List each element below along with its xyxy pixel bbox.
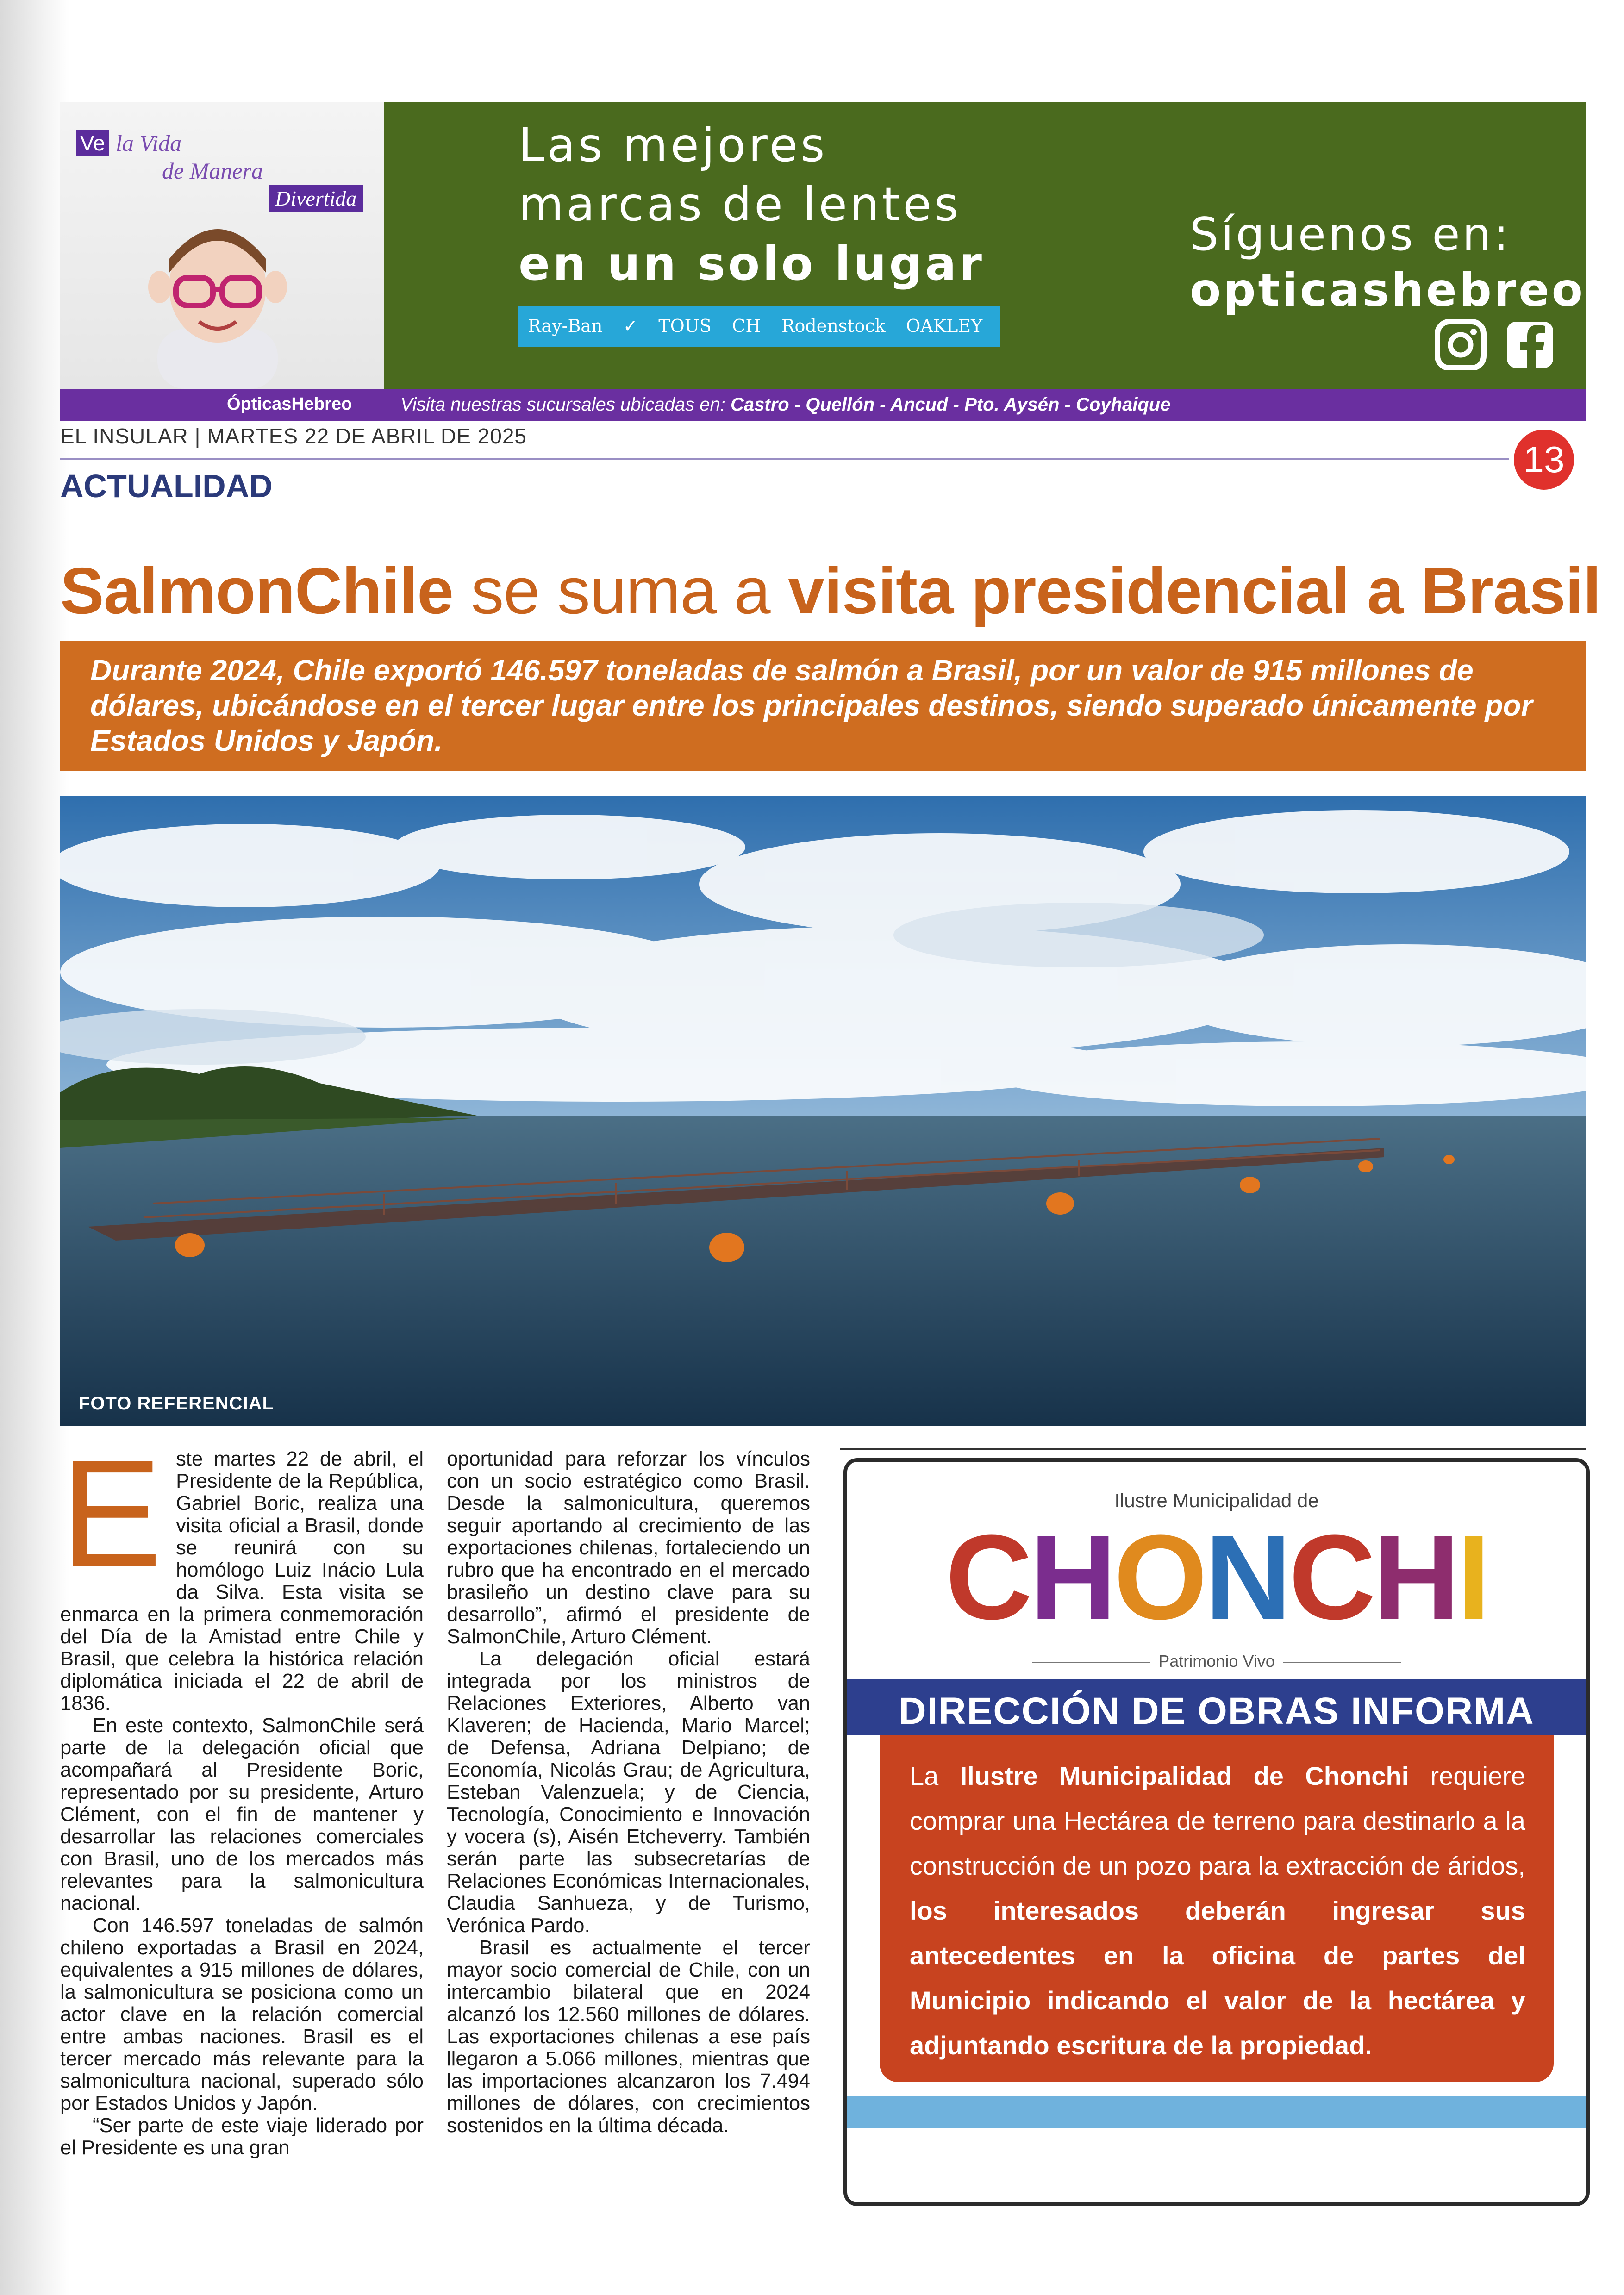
ad-tag-line2: de Manera — [162, 158, 263, 184]
ad-tag-ve: Ve — [76, 130, 109, 156]
logo-tagline-wrap — [847, 1652, 1586, 1671]
col2-paragraph-2: La delegación oficial estará integrada por los ministros de Relaciones Exteriores, Alberto van Klaveren; de Hacienda, Mario Marcel; de Defensa, Adriana Delpiano; de Economía, Nicolás Grau; de Agricultura, Esteban Valenzuela; y de Ciencia, Tecnología, Conocimiento e Innovación y vocera (s), Aisén Etcheverry. También serán parte las subsecretarías de Relaciones Económicas Internacionales, Claudia Sanhueza, y de Turismo, Verónica Pardo. — [447, 1648, 810, 1937]
chonchi-logo — [847, 1510, 1586, 1645]
col2-paragraph-1: oportunidad para reforzar los vínculos con un socio estratégico como Brasil. Desde la salmonicultura, queremos seguir aportando al crecimiento de las exportaciones chilenas, fortaleciendo un rubro que ha encontrado en el mercado brasileño un destino clave para su desarrollo”, afirmó el presidente de SalmonChile, Arturo Clément. — [447, 1448, 810, 1648]
newspaper-folio: EL INSULAR | MARTES 22 DE ABRIL DE 2025 — [60, 424, 527, 448]
notice-text-1: La — [910, 1761, 960, 1790]
logo-letter: C — [1288, 1510, 1373, 1645]
article-lead: Durante 2024, Chile exportó 146.597 toneladas de salmón a Brasil, por un valor de 915 millones de dólares, ubicándose en el tercer lugar entre los principales destinos, siendo superado únicamente por Estados Unidos y Japón. — [90, 654, 1533, 757]
notice-body-panel — [880, 1735, 1554, 2082]
notice-banner — [847, 1679, 1586, 1735]
article-title — [60, 553, 1601, 629]
brand-rodenstock: Rodenstock — [781, 316, 886, 336]
notice-text — [910, 1753, 1525, 2068]
logo-letter: C — [945, 1510, 1030, 1645]
ad-branches — [400, 394, 1170, 415]
ad-follow-handle[interactable]: opticashebreo — [1190, 264, 1585, 317]
ad-brand-strip — [518, 306, 1000, 347]
title-part-2: se suma a — [453, 554, 788, 628]
col1-paragraph-1: ste martes 22 de abril, el Presidente de la República, Gabriel Boric, realiza una visita oficial a Brasil, donde se reunirá con su homólogo Luiz Inácio Lula da Silva. Esta visita se enmarca en la primera conmemoración del Día de la Amistad entre Chile y Brasil, que celebra la histórica relación diplomática iniciada el 22 de abril de 1836. — [60, 1448, 424, 1715]
girl-with-glasses-icon — [139, 218, 296, 389]
article-column-2 — [447, 1448, 810, 2137]
brand-rayban: Ray-Ban — [528, 316, 603, 336]
logo-letter: O — [1113, 1510, 1205, 1645]
logo-letter: N — [1205, 1510, 1289, 1645]
logo-tagline: Patrimonio Vivo — [1150, 1652, 1283, 1671]
ad-tagline — [69, 116, 375, 222]
page-edge — [0, 0, 69, 2295]
ad-branches-label: Visita nuestras sucursales ubicadas en: — [400, 394, 725, 415]
optics-ad-banner[interactable] — [60, 102, 1586, 421]
notice-text-4: los interesados deberán ingresar sus antecedentes en la oficina de partes del Municipio indicando el valor de la hectárea y adjuntando escritura de la propiedad. — [910, 1896, 1525, 2060]
title-part-3: visita presidencial a Brasil — [788, 554, 1601, 628]
notice-bottom-strip — [847, 2096, 1586, 2128]
article-lead-box — [60, 641, 1586, 771]
salmon-farm-photo — [60, 796, 1586, 1426]
ad-photo — [60, 102, 384, 389]
article-column-1 — [60, 1428, 424, 2159]
ad-headline — [518, 116, 1120, 293]
social-icons — [1428, 319, 1572, 370]
ad-headline-1: Las mejores — [518, 118, 828, 172]
instagram-icon[interactable] — [1437, 322, 1484, 368]
logo-letter: I — [1457, 1510, 1488, 1645]
page-number-badge: 13 — [1514, 430, 1574, 490]
ad-follow — [1190, 208, 1585, 317]
ad-logo: ÓpticasHebreo — [227, 394, 352, 414]
ad-branches-list: Castro - Quellón - Ancud - Pto. Aysén - Coyhaique — [731, 394, 1171, 415]
col1-paragraph-2: En este contexto, SalmonChile será parte de la delegación oficial que acompañará al Presidente Boric, representado por su presidente, Arturo Clément, con el fin de mantener y desarrollar las relaciones comerciales con Brasil, uno de los mercados más relevantes para la salmonicultura nacional. — [60, 1715, 424, 1915]
logo-letter: H — [1030, 1510, 1114, 1645]
col1-paragraph-4: “Ser parte de este viaje liderado por el Presidente es una gran — [60, 2114, 424, 2159]
facebook-icon[interactable] — [1507, 322, 1553, 368]
title-part-1: SalmonChile — [60, 554, 454, 628]
photo-illustration — [60, 796, 1586, 1426]
section-divider — [60, 458, 1509, 460]
municipality-label: Ilustre Municipalidad de — [1114, 1490, 1319, 1511]
ad-tag-line1: la Vida — [116, 130, 182, 156]
drop-cap: E — [60, 1428, 162, 1598]
brand-nike: ✓ — [623, 316, 638, 336]
municipal-notice[interactable] — [843, 1458, 1590, 2206]
notice-text-3: requiere comprar una Hectárea de terreno para destinarlo a la construcción de un pozo para la extracción de áridos, — [910, 1761, 1525, 1880]
notice-banner-title: DIRECCIÓN DE OBRAS INFORMA — [899, 1690, 1535, 1732]
section-label: ACTUALIDAD — [60, 468, 273, 504]
brand-tous: TOUS — [658, 316, 712, 336]
notice-top-rule — [840, 1448, 1586, 1450]
notice-text-2: Ilustre Municipalidad de Chonchi — [960, 1761, 1409, 1790]
ad-follow-label: Síguenos en: — [1190, 208, 1511, 261]
photo-credit: FOTO REFERENCIAL — [79, 1393, 274, 1414]
brand-ch: CH — [732, 316, 761, 336]
col1-paragraph-3: Con 146.597 toneladas de salmón chileno exportadas a Brasil en 2024, equivalentes a 915 millones de dólares, la salmonicultura se posiciona como un actor clave en la relación comercial entre ambas naciones. Brasil es el tercer mercado más relevante para la salmonicultura nacional, superado sólo por Estados Unidos y Japón. — [60, 1915, 424, 2114]
brand-oakley: OAKLEY — [906, 316, 983, 336]
ad-headline-2: marcas de lentes — [518, 177, 962, 231]
logo-letter: H — [1373, 1510, 1457, 1645]
ad-tag-line3: Divertida — [269, 185, 363, 212]
ad-headline-3: en un solo lugar — [518, 237, 985, 291]
col2-paragraph-3: Brasil es actualmente el tercer mayor socio comercial de Chile, con un intercambio bilateral que en 2024 alcanzó los 12.560 millones de dólares. Las exportaciones chilenas a ese país llegaron a 5.066 millones, mientras que las importaciones alcanzaron los 7.494 millones de dólares, con crecimientos sostenidos en la última década. — [447, 1937, 810, 2137]
